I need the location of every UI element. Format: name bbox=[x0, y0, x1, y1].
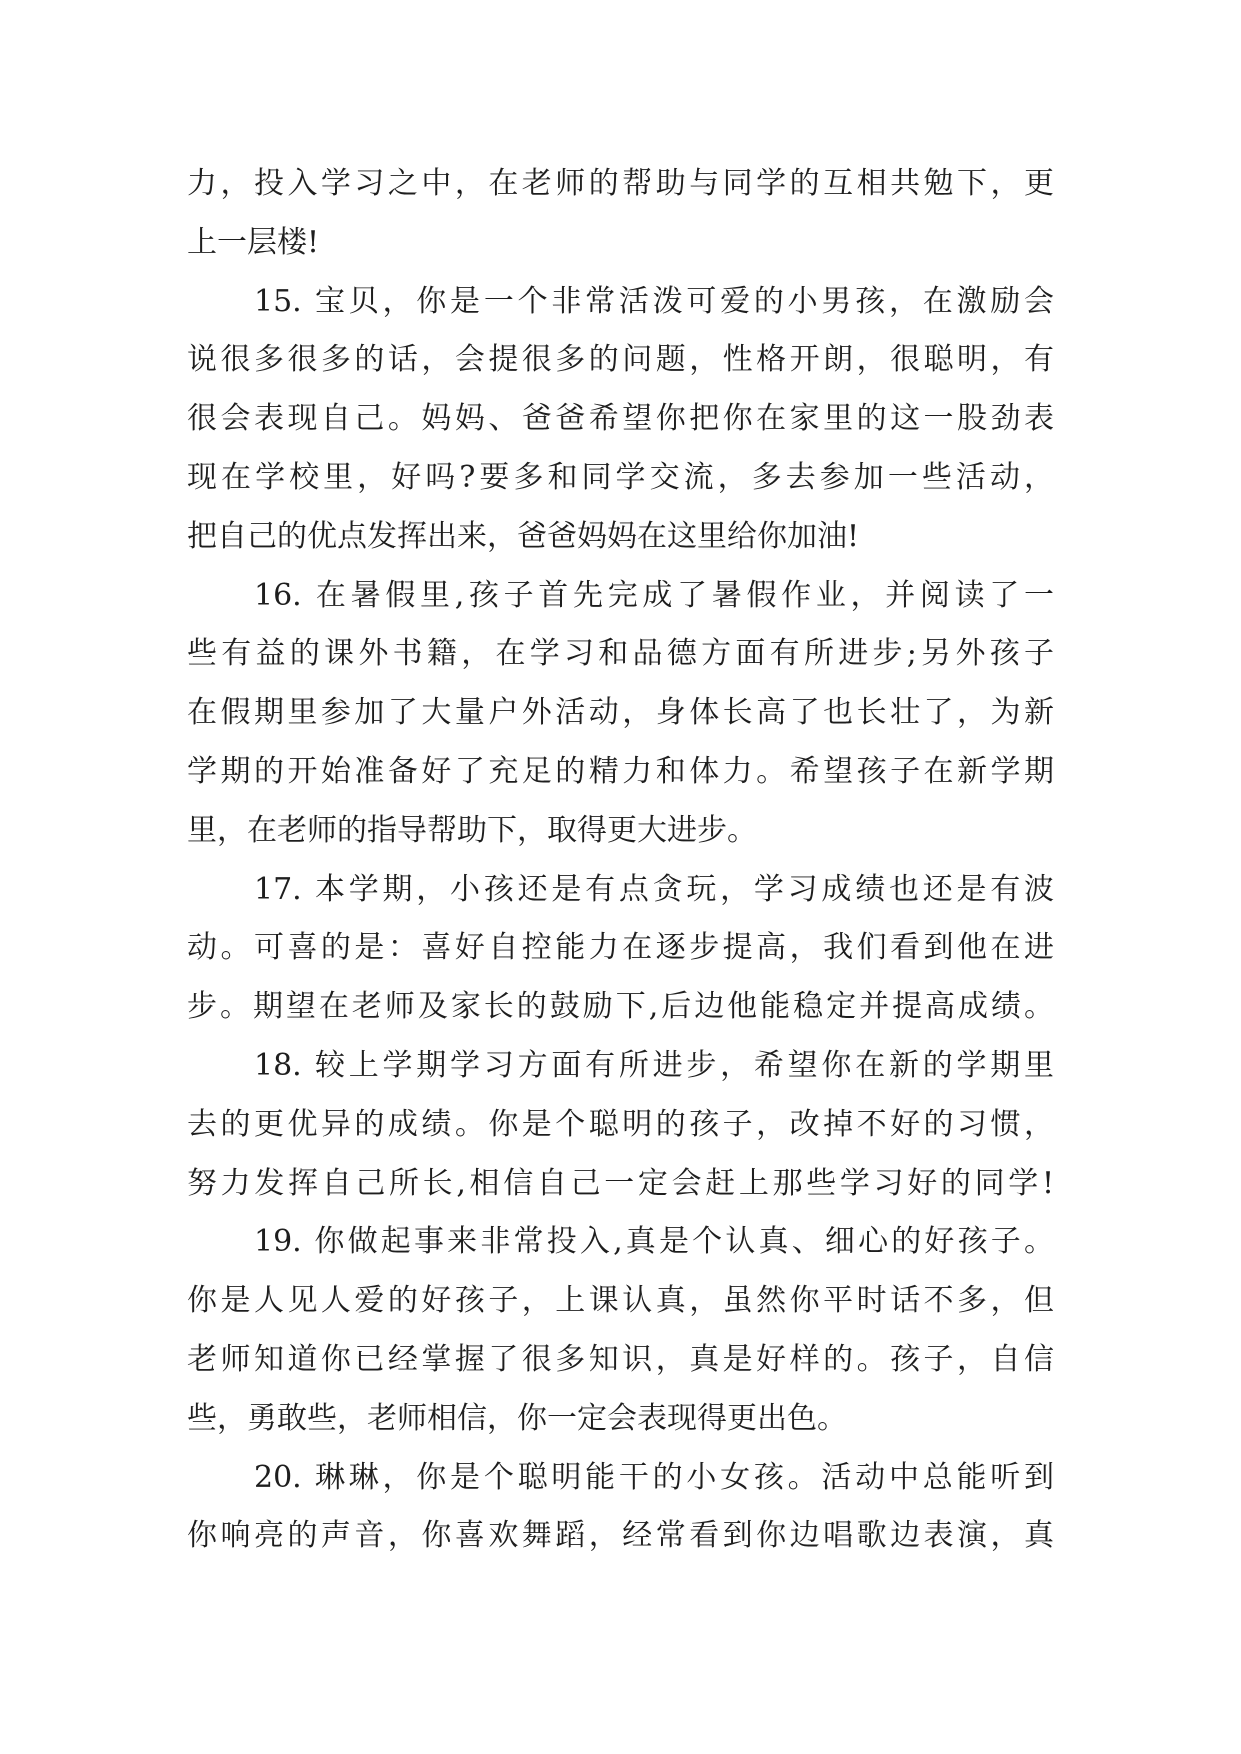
text-line: 17. 本学期，小孩还是有点贪玩，学习成绩也还是有波 bbox=[254, 871, 1054, 907]
text-line: 18. 较上学期学习方面有所进步，希望你在新的学期里 bbox=[254, 1047, 1054, 1083]
paragraph-20 bbox=[187, 1449, 1054, 1567]
text-line: 现在学校里，好吗?要多和同学交流，多去参加一些活动， bbox=[187, 459, 1054, 495]
text-line: 把自己的优点发挥出来，爸爸妈妈在这里给你加油! bbox=[187, 518, 860, 554]
text-line: 去的更优异的成绩。你是个聪明的孩子，改掉不好的习惯， bbox=[187, 1106, 1054, 1142]
text-line: 19. 你做起事来非常投入,真是个认真、细心的好孩子。 bbox=[254, 1224, 1054, 1260]
paragraph-19 bbox=[187, 1213, 1054, 1448]
text-line: 你响亮的声音，你喜欢舞蹈，经常看到你边唱歌边表演，真 bbox=[187, 1518, 1054, 1554]
text-line: 在假期里参加了大量户外活动，身体长高了也长壮了，为新 bbox=[187, 695, 1054, 731]
text-line: 力，投入学习之中，在老师的帮助与同学的互相共勉下，更 bbox=[187, 166, 1054, 201]
paragraph-17 bbox=[187, 861, 1054, 1037]
text-line: 动。可喜的是：喜好自控能力在逐步提高，我们看到他在进 bbox=[187, 930, 1054, 966]
text-line: 15. 宝贝，你是一个非常活泼可爱的小男孩，在激励会 bbox=[254, 283, 1054, 319]
text-line: 上一层楼! bbox=[187, 224, 320, 260]
text-line: 些有益的课外书籍，在学习和品德方面有所进步;另外孩子 bbox=[187, 636, 1054, 672]
paragraph-continued bbox=[187, 155, 1054, 273]
text-line: 你是人见人爱的好孩子，上课认真，虽然你平时话不多，但 bbox=[187, 1283, 1054, 1319]
text-line: 些，勇敢些，老师相信，你一定会表现得更出色。 bbox=[187, 1400, 847, 1436]
document-body bbox=[187, 155, 1054, 1566]
text-line: 说很多很多的话，会提很多的问题，性格开朗，很聪明，有 bbox=[187, 342, 1054, 378]
text-line: 步。期望在老师及家长的鼓励下,后边他能稳定并提高成绩。 bbox=[187, 989, 1054, 1025]
text-line: 16. 在暑假里,孩子首先完成了暑假作业，并阅读了一 bbox=[254, 577, 1054, 613]
paragraph-16 bbox=[187, 567, 1054, 861]
text-line: 20. 琳琳，你是个聪明能干的小女孩。活动中总能听到 bbox=[254, 1459, 1054, 1495]
text-line: 老师知道你已经掌握了很多知识，真是好样的。孩子，自信 bbox=[187, 1341, 1054, 1377]
text-line: 学期的开始准备好了充足的精力和体力。希望孩子在新学期 bbox=[187, 753, 1054, 789]
text-line: 里，在老师的指导帮助下，取得更大进步。 bbox=[187, 812, 757, 848]
text-line: 努力发挥自己所长,相信自己一定会赶上那些学习好的同学! bbox=[187, 1165, 1054, 1201]
paragraph-18 bbox=[187, 1037, 1054, 1213]
paragraph-15 bbox=[187, 273, 1054, 567]
text-line: 很会表现自己。妈妈、爸爸希望你把你在家里的这一股劲表 bbox=[187, 401, 1054, 437]
